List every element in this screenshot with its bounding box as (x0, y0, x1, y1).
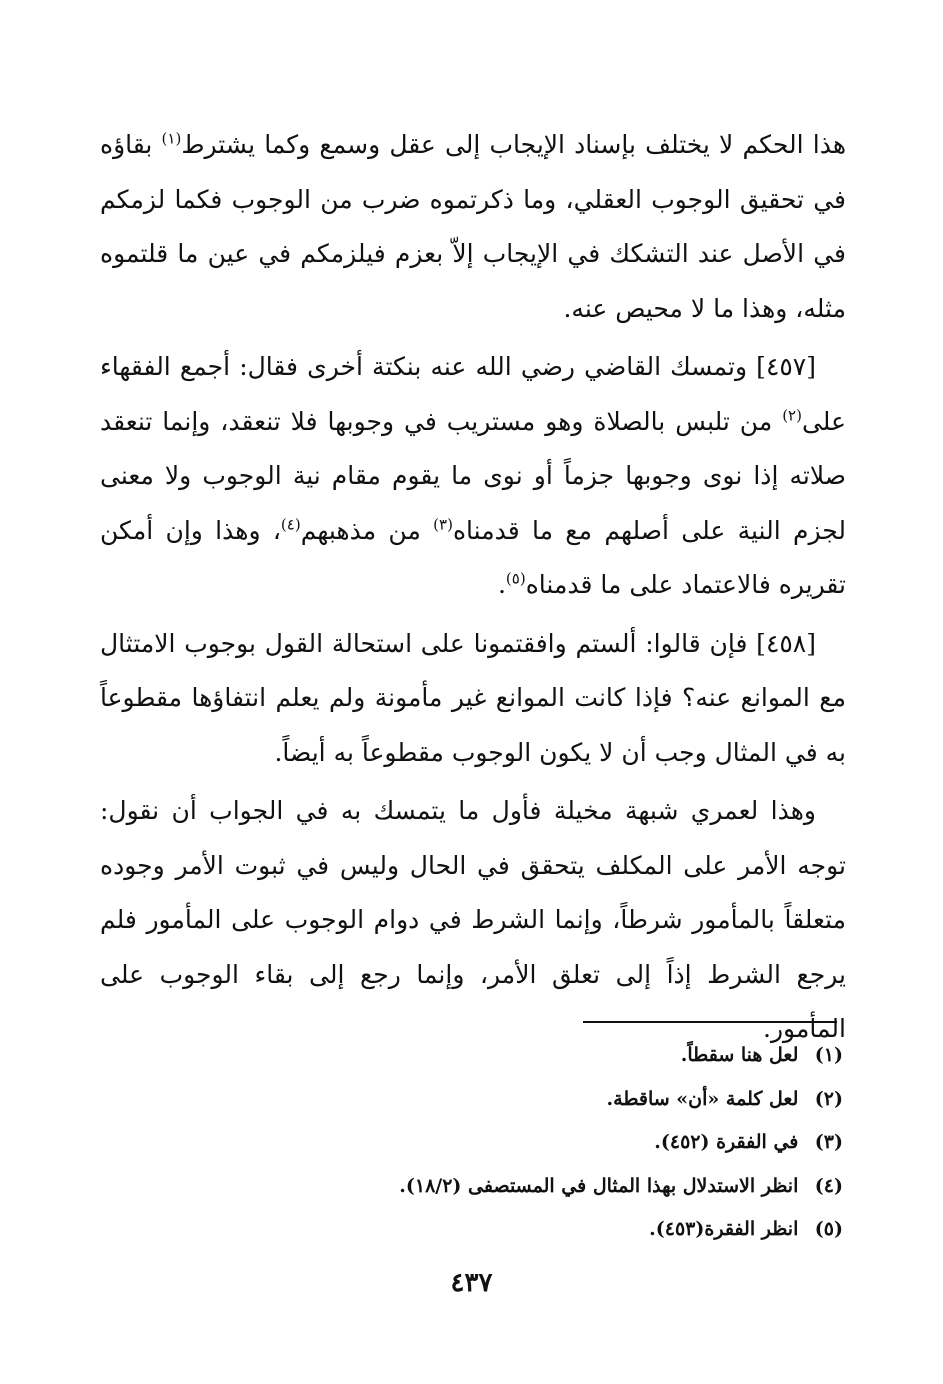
paragraph (100, 118, 846, 336)
text-run: من تلبس بالصلاة وهو مستريب في وجوبها فلا تنعقد، وإنما تنعقد صلاته إذا نوى وجوبها جزماً أو نوى ما يقوم مقام نية الوجوب ولا معنى لجزم النية على أصلهم مع ما قدمناه (100, 406, 846, 545)
footnotes (100, 1034, 843, 1252)
text-run: هذا الحكم لا يختلف بإسناد الإيجاب إلى عقل وسمع وكما يشترط (181, 130, 846, 159)
page-number: ٤٣٧ (450, 1268, 493, 1298)
footnote (100, 1208, 843, 1252)
footnote-number: (١) (814, 1044, 843, 1066)
main-text (100, 118, 846, 1061)
footnote-ref: (٤) (280, 515, 301, 534)
text-run: من مذهبهم (300, 515, 434, 545)
text-run: ، وهذا وإن أمكن تقريره فالاعتماد على ما قدمناه (100, 515, 846, 599)
footnote (100, 1165, 843, 1209)
footnote-number: (٢) (814, 1087, 843, 1110)
paragraph (100, 784, 846, 1057)
footnote-ref: (٣) (433, 515, 453, 534)
footnote-number: (٥) (814, 1218, 843, 1240)
footnote-text: في الفقرة (٤٥٢). (654, 1131, 799, 1153)
footnote-ref: (٢) (782, 406, 802, 425)
footnote-ref: (١) (161, 129, 182, 148)
text-run: . (497, 570, 506, 599)
footnote-text: لعل كلمة «أن» ساقطة. (606, 1087, 799, 1110)
text-run: بقاؤه في تحقيق الوجوب العقلي، وما ذكرتموه ضرب من الوجوب فكما لزمكم في الأصل عند التشكك في الإيجاب إلاّ بعزم فيلزمكم في عين ما قلتموه مثله، وهذا ما لا محيص عنه. (100, 130, 846, 323)
footnote-divider (583, 1021, 837, 1023)
text-run: [٤٥٧] وتمسك القاضي رضي الله عنه بنكتة أخرى فقال: أجمع الفقهاء على (100, 352, 846, 436)
footnote-text: لعل هنا سقطاً. (680, 1044, 799, 1066)
footnote (100, 1078, 843, 1122)
footnote-ref: (٥) (505, 569, 526, 588)
footnote-text: انظر الاستدلال بهذا المثال في المستصفى (١٨/٢). (399, 1174, 799, 1197)
text-run: وهذا لعمري شبهة مخيلة فأول ما يتمسك به في الجواب أن نقول: توجه الأمر على المكلف يتحقق في الحال وليس في ثبوت الأمر وجوده متعلقاً بالمأمور شرطاً، وإنما الشرط في دوام الوجوب على المأمور فلم يرجع الشرط إذاً إلى تعلق الأمر، وإنما رجع إلى بقاء الوجوب على المأمور. (100, 796, 846, 1043)
paragraph (100, 340, 846, 613)
footnote-number: (٣) (814, 1131, 843, 1153)
paragraph (100, 617, 846, 781)
footnote-number: (٤) (814, 1174, 843, 1197)
footnote (100, 1034, 843, 1078)
footnote (100, 1121, 843, 1165)
text-run: [٤٥٨] فإن قالوا: ألستم وافقتمونا على استحالة القول بوجوب الامتثال مع الموانع عنه؟ فإذا كانت الموانع غير مأمونة ولم يعلم انتفاؤها مقطوعاً به في المثال وجب أن لا يكون الوجوب مقطوعاً به أيضاً. (100, 628, 846, 767)
footnote-text: انظر الفقرة(٤٥٣). (649, 1218, 799, 1240)
